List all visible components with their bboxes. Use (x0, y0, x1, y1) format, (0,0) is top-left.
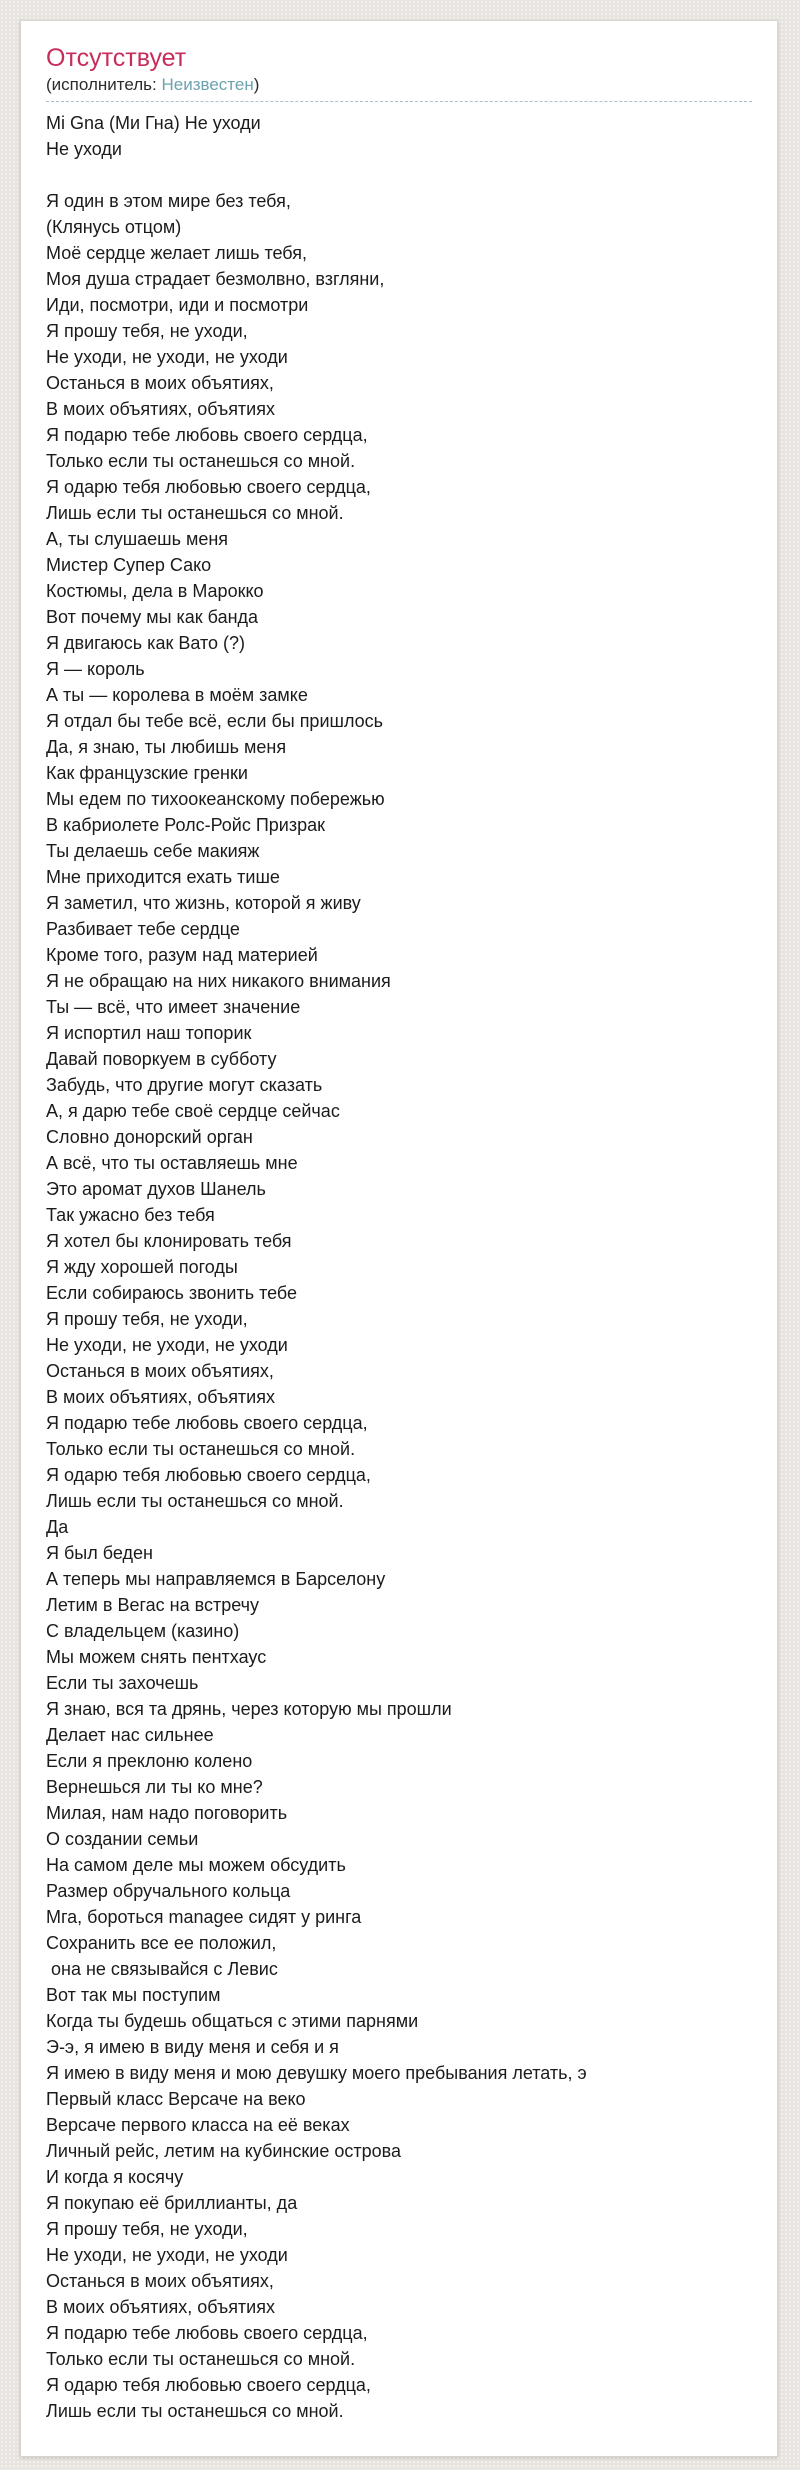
lyric-line: О создании семьи (46, 1829, 199, 1850)
lyric-line: Я заметил, что жизнь, которой я живу (46, 893, 361, 914)
lyric-line: А, я дарю тебе своё сердце сейчас (46, 1101, 340, 1122)
lyric-line: Первый класс Версаче на веко (46, 2089, 306, 2110)
lyric-line: Вот почему мы как банда (46, 607, 259, 628)
song-header (46, 45, 752, 102)
lyric-line: В кабриолете Ролс-Ройс Призрак (46, 815, 326, 836)
lyric-line: Давай поворкуем в субботу (46, 1049, 277, 1070)
lyric-line: Делает нас сильнее (46, 1725, 214, 1746)
lyric-line: Я прошу тебя, не уходи, (46, 321, 248, 342)
lyric-line: Моя душа страдает безмолвно, взгляни, (46, 269, 385, 290)
lyric-line: В моих объятиях, объятиях (46, 1387, 275, 1408)
lyric-line: Личный рейс, летим на кубинские острова (46, 2141, 401, 2162)
lyric-line: Версаче первого класса на её веках (46, 2115, 350, 2136)
lyric-line: Я жду хорошей погоды (46, 1257, 238, 1278)
lyric-line: В моих объятиях, объятиях (46, 399, 275, 420)
lyric-line: Я имею в виду меня и мою девушку моего пребывания летать, э (46, 2063, 587, 2084)
lyric-line: Не уходи, не уходи, не уходи (46, 2245, 288, 2266)
lyric-line: Лишь если ты останешься со мной. (46, 1491, 344, 1512)
lyric-line: она не связывайся с Левис (46, 1959, 278, 1980)
lyric-line: Это аромат духов Шанель (46, 1179, 266, 1200)
lyric-line: Я прошу тебя, не уходи, (46, 2219, 248, 2240)
lyric-line: Летим в Вегас на встречу (46, 1595, 260, 1616)
lyric-line: Мы едем по тихоокеанскому побережью (46, 789, 385, 810)
lyric-line: Как французские гренки (46, 763, 248, 784)
lyric-line: Милая, нам надо поговорить (46, 1803, 288, 1824)
lyric-line: Разбивает тебе сердце (46, 919, 240, 940)
lyric-line: Когда ты будешь общаться с этими парнями (46, 2011, 419, 2032)
lyric-line: Я одарю тебя любовью своего сердца, (46, 1465, 371, 1486)
lyric-line: А всё, что ты оставляешь мне (46, 1153, 298, 1174)
lyric-line: В моих объятиях, объятиях (46, 2297, 275, 2318)
lyric-line: Костюмы, дела в Марокко (46, 581, 264, 602)
lyric-line: Так ужасно без тебя (46, 1205, 215, 1226)
lyric-line: Мы можем снять пентхаус (46, 1647, 267, 1668)
lyric-line: Только если ты останешься со мной. (46, 451, 356, 472)
lyric-line: Ты — всё, что имеет значение (46, 997, 301, 1018)
lyric-line: Я был беден (46, 1543, 153, 1564)
lyric-line: Я покупаю её бриллианты, да (46, 2193, 298, 2214)
lyric-line: Не уходи, не уходи, не уходи (46, 1335, 288, 1356)
lyric-line: Э-э, я имею в виду меня и себя и я (46, 2037, 339, 2058)
lyric-line: Лишь если ты останешься со мной. (46, 503, 344, 524)
artist-link[interactable]: Неизвестен (161, 75, 254, 95)
lyric-line: Останься в моих объятиях, (46, 1361, 274, 1382)
lyric-line: Вернешься ли ты ко мне? (46, 1777, 263, 1798)
lyric-line: Мистер Супер Сако (46, 555, 212, 576)
artist-subtitle (46, 75, 752, 95)
lyric-line: Размер обручального кольца (46, 1881, 291, 1902)
lyric-line: Я одарю тебя любовью своего сердца, (46, 477, 371, 498)
lyric-line: Моё сердце желает лишь тебя, (46, 243, 307, 264)
lyric-line: С владельцем (казино) (46, 1621, 240, 1642)
lyric-line: Если ты захочешь (46, 1673, 199, 1694)
artist-label-prefix: (исполнитель: (46, 75, 162, 95)
lyric-line: Сохранить все ее положил, (46, 1933, 277, 1954)
lyric-line: Я один в этом мире без тебя, (46, 191, 291, 212)
lyric-line: Останься в моих объятиях, (46, 373, 274, 394)
lyric-line: Да, я знаю, ты любишь меня (46, 737, 287, 758)
lyric-line: Я подарю тебе любовь своего сердца, (46, 1413, 368, 1434)
lyric-line: Останься в моих объятиях, (46, 2271, 274, 2292)
lyric-line: А ты — королева в моём замке (46, 685, 308, 706)
lyric-line (46, 162, 752, 188)
lyric-line: Кроме того, разум над материей (46, 945, 318, 966)
lyric-line: Не уходи, не уходи, не уходи (46, 347, 288, 368)
lyric-line: Я подарю тебе любовь своего сердца, (46, 425, 368, 446)
lyric-line: Лишь если ты останешься со мной. (46, 2401, 344, 2422)
page-title: Отсутствует (46, 44, 187, 72)
lyric-line: Я двигаюсь как Вато (?) (46, 633, 246, 654)
lyric-line: Mi Gna (Ми Гна) Не уходи (46, 113, 261, 134)
lyric-line: Словно донорский орган (46, 1127, 253, 1148)
lyric-line: А теперь мы направляемся в Барселону (46, 1569, 386, 1590)
lyric-line: Я не обращаю на них никакого внимания (46, 971, 391, 992)
lyric-line: Ты делаешь себе макияж (46, 841, 260, 862)
lyric-line: Только если ты останешься со мной. (46, 2349, 356, 2370)
lyric-line: Вот так мы поступим (46, 1985, 221, 2006)
lyric-line: Мне приходится ехать тише (46, 867, 280, 888)
lyrics-text (46, 110, 752, 2424)
lyric-line: Я испортил наш топорик (46, 1023, 252, 1044)
lyric-line: Я прошу тебя, не уходи, (46, 1309, 248, 1330)
lyric-line: Если я преклоню колено (46, 1751, 253, 1772)
lyric-line: Я одарю тебя любовью своего сердца, (46, 2375, 371, 2396)
artist-label-suffix: ) (253, 75, 260, 95)
lyric-line: Я хотел бы клонировать тебя (46, 1231, 292, 1252)
lyric-line: Я знаю, вся та дрянь, через которую мы прошли (46, 1699, 452, 1720)
lyric-line: Да (46, 1517, 69, 1538)
lyric-line: Я — король (46, 659, 145, 680)
lyric-line: (Клянусь отцом) (46, 217, 182, 238)
lyric-line: Иди, посмотри, иди и посмотри (46, 295, 309, 316)
lyric-line: Только если ты останешься со мной. (46, 1439, 356, 1460)
lyric-line: Я отдал бы тебе всё, если бы пришлось (46, 711, 384, 732)
lyric-line: На самом деле мы можем обсудить (46, 1855, 346, 1876)
lyric-line: А, ты слушаешь меня (46, 529, 229, 550)
lyrics-card (20, 20, 778, 2457)
lyric-line: Мга, бороться managee сидят у ринга (46, 1907, 362, 1928)
lyric-line: Не уходи (46, 139, 122, 160)
lyric-line: Забудь, что другие могут сказать (46, 1075, 323, 1096)
lyric-line: Если собираюсь звонить тебе (46, 1283, 298, 1304)
lyric-line: И когда я косячу (46, 2167, 184, 2188)
lyric-line: Я подарю тебе любовь своего сердца, (46, 2323, 368, 2344)
